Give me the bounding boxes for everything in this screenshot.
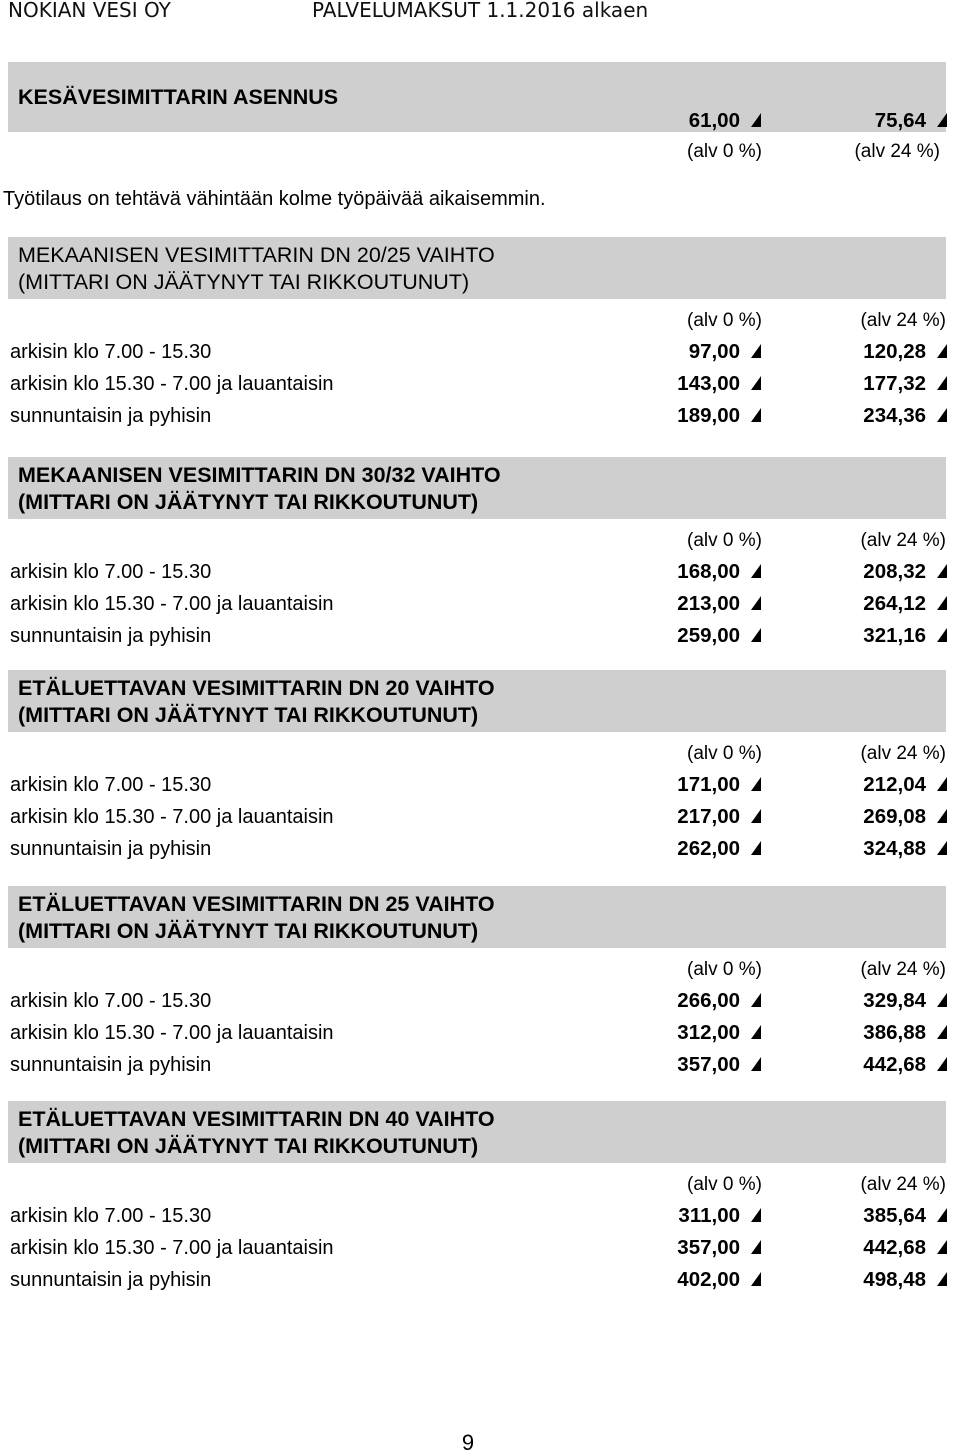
section-band	[8, 457, 946, 519]
section-subtitle: (MITTARI ON JÄÄTYNYT TAI RIKKOUTUNUT)	[18, 490, 479, 514]
price-gross: 120,28	[863, 340, 948, 364]
euro-icon	[746, 563, 762, 579]
rate-label: sunnuntaisin ja pyhisin	[10, 1054, 212, 1076]
euro-icon	[746, 343, 762, 359]
price-net: 97,00	[689, 340, 762, 364]
euro-icon	[746, 627, 762, 643]
euro-icon	[932, 776, 948, 792]
vat0-label: (alv 0 %)	[687, 959, 762, 980]
rate-label: sunnuntaisin ja pyhisin	[10, 838, 212, 860]
price-gross: 234,36	[863, 404, 948, 428]
vat24-label: (alv 24 %)	[860, 530, 946, 551]
price-net: 402,00	[677, 1268, 762, 1292]
price-net: 171,00	[677, 773, 762, 797]
price-net: 357,00	[677, 1053, 762, 1077]
euro-icon	[746, 1024, 762, 1040]
price-net: 189,00	[677, 404, 762, 428]
euro-icon	[932, 563, 948, 579]
install-band	[8, 62, 946, 132]
section-band	[8, 670, 946, 732]
euro-icon	[746, 407, 762, 423]
price-gross: 442,68	[863, 1236, 948, 1260]
euro-icon	[932, 1207, 948, 1223]
price-net: 262,00	[677, 837, 762, 861]
rate-label: arkisin klo 15.30 - 7.00 ja lauantaisin	[10, 1237, 334, 1259]
euro-icon	[746, 776, 762, 792]
price-gross: 208,32	[863, 560, 948, 584]
vat24-label: (alv 24 %)	[860, 959, 946, 980]
rate-label: arkisin klo 15.30 - 7.00 ja lauantaisin	[10, 1022, 334, 1044]
rate-label: arkisin klo 7.00 - 15.30	[10, 990, 212, 1012]
section-band	[8, 1101, 946, 1163]
page-number: 9	[461, 1430, 475, 1455]
section-band	[8, 886, 946, 948]
euro-icon	[932, 112, 948, 128]
company-name: NOKIAN VESI OY	[8, 0, 171, 22]
rate-label: sunnuntaisin ja pyhisin	[10, 625, 212, 647]
vat24-label: (alv 24 %)	[860, 743, 946, 764]
price-gross: 212,04	[863, 773, 948, 797]
euro-icon	[932, 407, 948, 423]
section-title: ETÄLUETTAVAN VESIMITTARIN DN 25 VAIHTO	[18, 892, 495, 916]
section-title: ETÄLUETTAVAN VESIMITTARIN DN 20 VAIHTO	[18, 676, 495, 700]
euro-icon	[746, 1271, 762, 1287]
section-title: MEKAANISEN VESIMITTARIN DN 20/25 VAIHTO	[18, 243, 495, 267]
rate-label: arkisin klo 7.00 - 15.30	[10, 1205, 212, 1227]
install-vat0-label: (alv 0 %)	[687, 141, 762, 162]
vat0-label: (alv 0 %)	[687, 310, 762, 331]
price-net: 311,00	[678, 1204, 762, 1228]
install-price-gross: 75,64	[875, 109, 948, 133]
euro-icon	[746, 1239, 762, 1255]
price-gross: 321,16	[863, 624, 948, 648]
section-band	[8, 237, 946, 299]
install-title: KESÄVESIMITTARIN ASENNUS	[18, 85, 339, 109]
section-subtitle: (MITTARI ON JÄÄTYNYT TAI RIKKOUTUNUT)	[18, 919, 479, 943]
euro-icon	[932, 595, 948, 611]
price-gross: 385,64	[863, 1204, 948, 1228]
euro-icon	[932, 375, 948, 391]
price-gross: 269,08	[863, 805, 948, 829]
euro-icon	[746, 992, 762, 1008]
euro-icon	[932, 343, 948, 359]
price-net: 217,00	[677, 805, 762, 829]
section-subtitle: (MITTARI ON JÄÄTYNYT TAI RIKKOUTUNUT)	[18, 1134, 479, 1158]
euro-icon	[932, 1239, 948, 1255]
price-net: 266,00	[677, 989, 762, 1013]
rate-label: arkisin klo 15.30 - 7.00 ja lauantaisin	[10, 593, 334, 615]
rate-label: arkisin klo 15.30 - 7.00 ja lauantaisin	[10, 806, 334, 828]
price-gross: 324,88	[863, 837, 948, 861]
euro-icon	[746, 1207, 762, 1223]
euro-icon	[932, 992, 948, 1008]
price-gross: 177,32	[863, 372, 948, 396]
price-net: 357,00	[677, 1236, 762, 1260]
price-gross: 498,48	[863, 1268, 948, 1292]
price-gross: 264,12	[863, 592, 948, 616]
euro-icon	[746, 808, 762, 824]
euro-icon	[932, 840, 948, 856]
euro-icon	[932, 808, 948, 824]
install-vat24-label: (alv 24 %)	[854, 141, 940, 162]
vat0-label: (alv 0 %)	[687, 1174, 762, 1195]
document-title: PALVELUMAKSUT 1.1.2016 alkaen	[312, 0, 649, 22]
euro-icon	[932, 627, 948, 643]
section-title: MEKAANISEN VESIMITTARIN DN 30/32 VAIHTO	[18, 463, 501, 487]
vat0-label: (alv 0 %)	[687, 743, 762, 764]
price-gross: 386,88	[863, 1021, 948, 1045]
rate-label: arkisin klo 7.00 - 15.30	[10, 561, 212, 583]
euro-icon	[932, 1271, 948, 1287]
rate-label: arkisin klo 7.00 - 15.30	[10, 341, 212, 363]
euro-icon	[746, 840, 762, 856]
price-net: 259,00	[677, 624, 762, 648]
section-title: ETÄLUETTAVAN VESIMITTARIN DN 40 VAIHTO	[18, 1107, 495, 1131]
price-net: 168,00	[677, 560, 762, 584]
install-note: Työtilaus on tehtävä vähintään kolme työpäivää aikaisemmin.	[3, 188, 546, 210]
vat0-label: (alv 0 %)	[687, 530, 762, 551]
price-net: 312,00	[677, 1021, 762, 1045]
price-net: 213,00	[677, 592, 762, 616]
section-subtitle: (MITTARI ON JÄÄTYNYT TAI RIKKOUTUNUT)	[18, 270, 470, 294]
euro-icon	[932, 1024, 948, 1040]
install-price-net: 61,00	[689, 109, 762, 133]
rate-label: arkisin klo 15.30 - 7.00 ja lauantaisin	[10, 373, 334, 395]
price-gross: 329,84	[863, 989, 948, 1013]
euro-icon	[746, 375, 762, 391]
rate-label: sunnuntaisin ja pyhisin	[10, 405, 212, 427]
rate-label: arkisin klo 7.00 - 15.30	[10, 774, 212, 796]
euro-icon	[932, 1056, 948, 1072]
vat24-label: (alv 24 %)	[860, 310, 946, 331]
euro-icon	[746, 595, 762, 611]
euro-icon	[746, 1056, 762, 1072]
price-net: 143,00	[677, 372, 762, 396]
price-gross: 442,68	[863, 1053, 948, 1077]
vat24-label: (alv 24 %)	[860, 1174, 946, 1195]
euro-icon	[746, 112, 762, 128]
section-subtitle: (MITTARI ON JÄÄTYNYT TAI RIKKOUTUNUT)	[18, 703, 479, 727]
rate-label: sunnuntaisin ja pyhisin	[10, 1269, 212, 1291]
